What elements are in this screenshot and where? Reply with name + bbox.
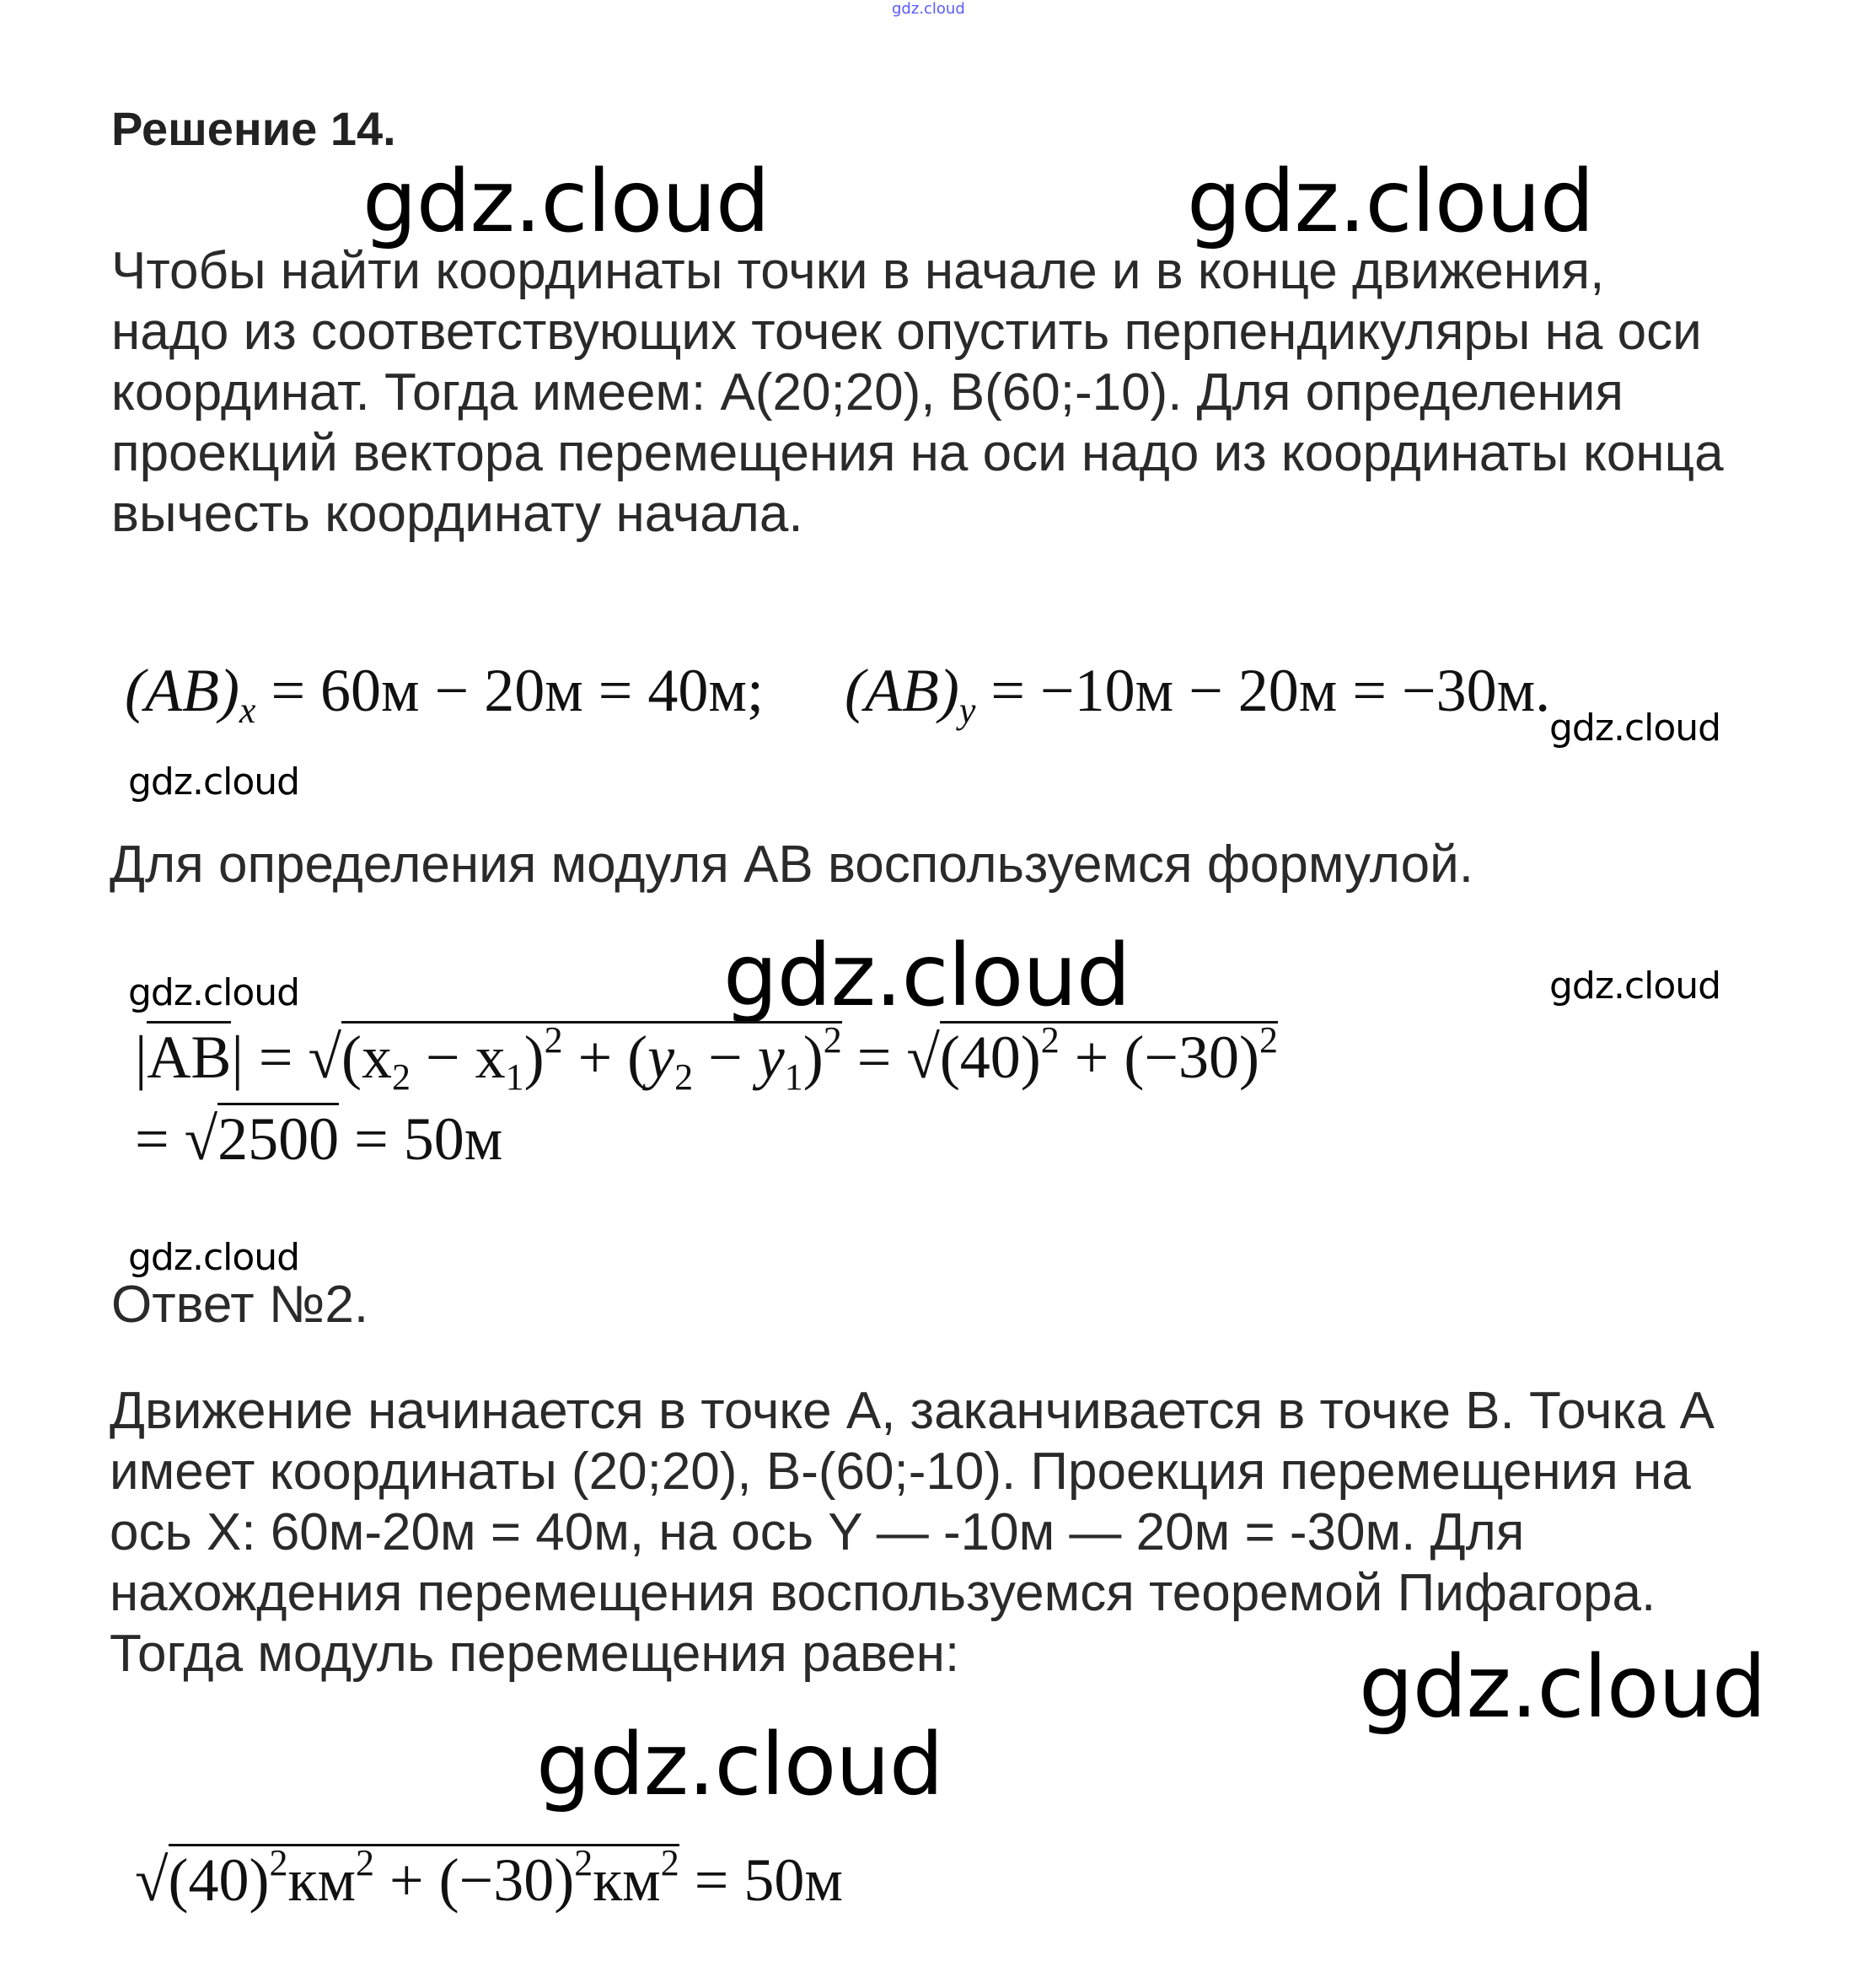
abs-ab: |AB| — [135, 1021, 244, 1091]
text-line: проекций вектора перемещения на оси надо из координаты конца — [111, 424, 1724, 482]
sqrt-radicand-values: $(40)^2 + (-30)^2$ — [939, 1019, 1278, 1091]
text-line: нахождения перемещения воспользуемся теоремой Пифагора. — [110, 1564, 1656, 1622]
modulus-result: = 50м — [339, 1105, 503, 1173]
subscript-x: x — [239, 690, 256, 731]
watermark: gdz.cloud — [536, 1715, 943, 1815]
answer: Ответ №2. — [111, 1276, 369, 1334]
watermark: gdz.cloud — [1549, 964, 1721, 1007]
watermark: gdz.cloud — [128, 760, 300, 803]
watermark: gdz.cloud — [723, 926, 1130, 1026]
text-line: надо из соответствующих точек опустить перпендикуляры на оси — [111, 303, 1702, 361]
header-watermark: gdz.cloud — [892, 0, 965, 18]
watermark: gdz.cloud — [1359, 1637, 1766, 1738]
vector-ab: (AB) — [125, 657, 239, 724]
solution-title: Решение 14. — [111, 102, 396, 155]
paragraph-1 — [111, 241, 1724, 545]
formula-modulus-line1 — [135, 1018, 1278, 1099]
sqrt-sign: √ — [135, 1846, 169, 1914]
sqrt-2500: 2500 — [217, 1103, 339, 1173]
formula-projections — [125, 656, 1550, 732]
projection-x-value: = 60м − 20м = 40м; — [255, 657, 764, 724]
formula-pythagoras — [135, 1841, 843, 1915]
projection-y-value: = −10м − 20м = −30м. — [975, 657, 1551, 724]
watermark: gdz.cloud — [1549, 707, 1721, 750]
sqrt-sign: √ — [906, 1024, 940, 1091]
text-line: Тогда модуль перемещения равен: — [110, 1625, 960, 1683]
text-line: координат. Тогда имеем: A(20;20), B(60;-10). Для определения — [111, 363, 1624, 422]
text-line: вычесть координату начала. — [111, 485, 803, 543]
watermark: gdz.cloud — [128, 971, 300, 1014]
sqrt-sign: √ — [308, 1024, 341, 1091]
text-line: Движение начинается в точке A, заканчивается в точке B. Точка A — [110, 1382, 1715, 1440]
paragraph-2: Для определения модуля AB воспользуемся формулой. — [110, 835, 1473, 894]
ab-overline: AB — [147, 1021, 231, 1091]
subscript-y: y — [958, 690, 976, 731]
text-line: ось X: 60м-20м = 40м, на ось Y — -10м — 20м = -30м. Для — [110, 1503, 1525, 1561]
text-line: Чтобы найти координаты точки в начале и в конце движения, — [111, 242, 1605, 300]
equals: = — [841, 1024, 907, 1091]
sqrt-radicand: $(40)^2км^2 + (-30)^2км^2$ — [168, 1842, 679, 1914]
watermark: gdz.cloud — [362, 152, 770, 252]
formula-modulus-line2: = √2500 = 50м — [135, 1104, 502, 1174]
watermark: gdz.cloud — [1187, 152, 1594, 252]
sqrt-sign: √ — [184, 1105, 218, 1173]
sqrt-radicand: $(x_2 - x_1)^2 + (y_2 - y_1)^2$ — [341, 1019, 842, 1098]
pythagoras-result: = 50м — [679, 1846, 843, 1914]
vector-ab: (AB) — [844, 657, 959, 724]
equals: = — [243, 1024, 309, 1091]
text-line: имеет координаты (20;20), B-(60;-10). Проекция перемещения на — [110, 1443, 1691, 1501]
watermark: gdz.cloud — [128, 1236, 300, 1279]
